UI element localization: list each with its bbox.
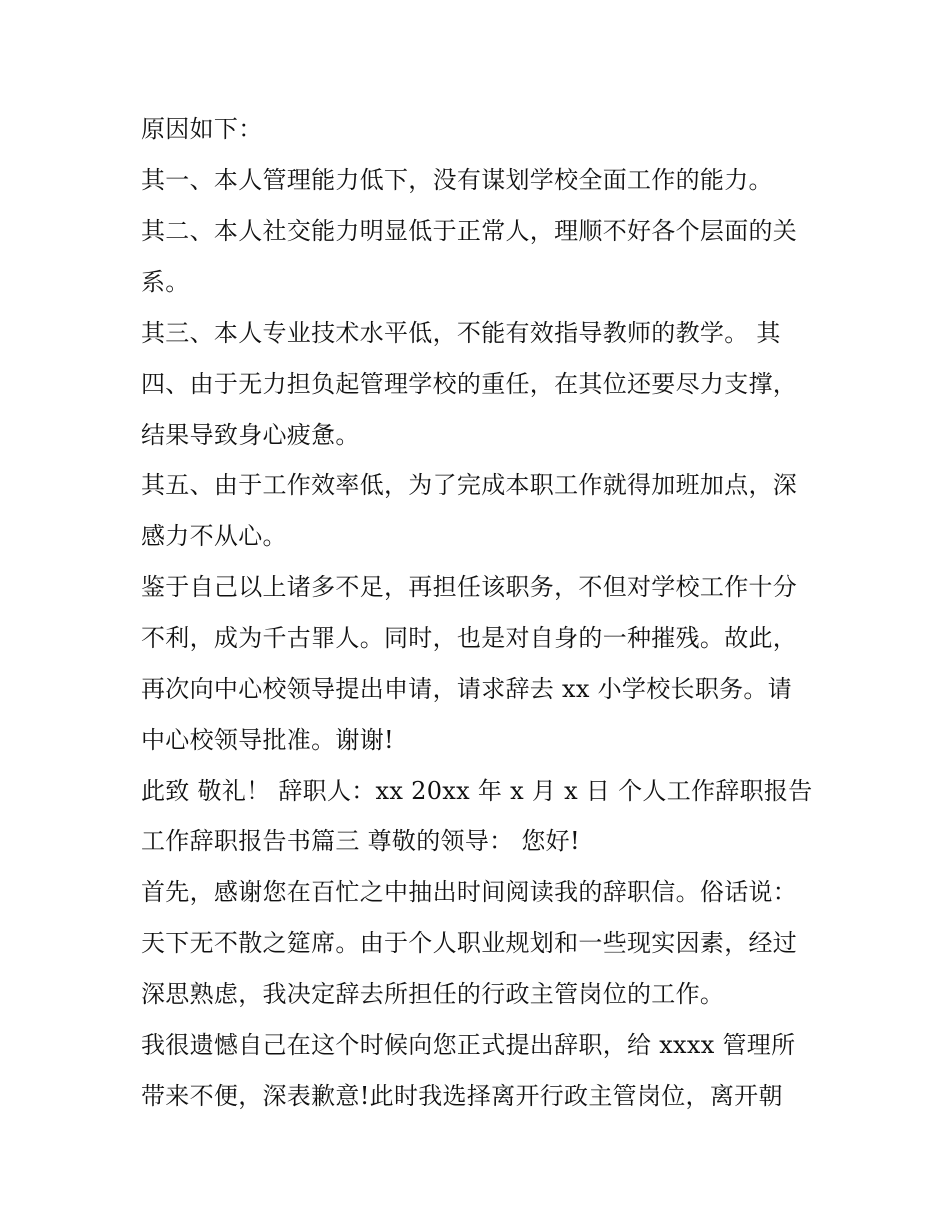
text-line: 系。 — [141, 268, 190, 296]
text-line: 结果导致身心疲惫。 — [141, 421, 360, 449]
text-line: 带来不便，深表歉意!此时我选择离开行政主管岗位，离开朝 — [141, 1082, 783, 1110]
text-line: 天下无不散之筵席。由于个人职业规划和一些现实因素，经过 — [141, 929, 798, 957]
text-line: 四、由于无力担负起管理学校的重任，在其位还要尽力支撑， — [141, 370, 798, 398]
text-line: 深思熟虑，我决定辞去所担任的行政主管岗位的工作。 — [141, 980, 725, 1008]
text-line: 首先，感谢您在百忙之中抽出时间阅读我的辞职信。俗话说： — [141, 878, 798, 906]
text-line: 此致 敬礼！ 辞职人：xx 20xx 年 x 月 x 日 个人工作辞职报告 — [141, 777, 813, 805]
text-line: 我很遗憾自己在这个时候向您正式提出辞职，给 xxxx 管理所 — [141, 1031, 796, 1059]
text-line: 鉴于自己以上诸多不足，再担任该职务，不但对学校工作十分 — [141, 573, 798, 601]
text-line: 其五、由于工作效率低，为了完成本职工作就得加班加点，深 — [141, 471, 798, 499]
text-line: 中心校领导批准。谢谢! — [141, 726, 394, 754]
text-line: 其二、本人社交能力明显低于正常人，理顺不好各个层面的关 — [141, 217, 798, 245]
text-line: 其三、本人专业技术水平低，不能有效指导教师的教学。 其 — [141, 319, 781, 347]
text-line: 其一、本人管理能力低下，没有谋划学校全面工作的能力。 — [141, 166, 773, 194]
text-line: 不利，成为千古罪人。同时，也是对自身的一种摧残。故此， — [141, 624, 798, 652]
text-line: 工作辞职报告书篇三 尊敬的领导： 您好! — [141, 827, 580, 855]
text-line: 原因如下： — [141, 115, 263, 143]
text-line: 再次向中心校领导提出申请，请求辞去 xx 小学校长职务。请 — [141, 675, 793, 703]
text-line: 感力不从心。 — [141, 522, 287, 550]
